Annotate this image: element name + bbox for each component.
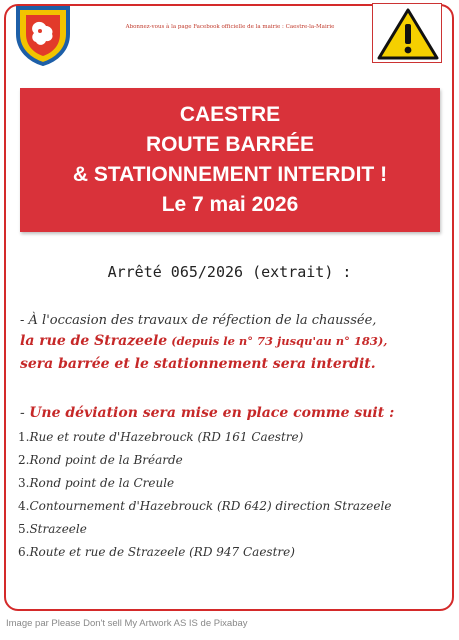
title-banner (20, 88, 440, 232)
street-detail: (depuis le n° 73 jusqu'au n° 183), (167, 334, 388, 348)
list-item: 2.Rond point de la Bréarde (18, 453, 183, 467)
banner-town: CAESTRE (179, 103, 281, 126)
warning-sign (372, 3, 442, 63)
list-item: 3.Rond point de la Creule (18, 476, 175, 490)
deviation-dash: - (20, 405, 30, 421)
list-item: 5.Strazeele (18, 522, 87, 536)
banner-date: Le 7 mai 2026 (161, 193, 299, 216)
facebook-notice[interactable]: Abonnez-vous à la page Facebook officielle de la mairie : Caestre-la-Mairie (125, 24, 335, 30)
deviation-steps (18, 428, 391, 566)
town-crest-icon (14, 4, 72, 66)
list-item: 6.Route et rue de Strazeele (RD 947 Caestre) (18, 545, 295, 559)
banner-road-closed: ROUTE BARRÉE (145, 133, 314, 156)
deviation-heading (20, 405, 450, 421)
deviation-text: Une déviation sera mise en place comme suit : (29, 405, 395, 421)
intro-text: - À l'occasion des travaux de réfection de la chaussée, (20, 313, 377, 328)
street-name: la rue de Strazeele (20, 333, 168, 349)
warning-triangle-icon (373, 4, 443, 64)
decree-reference: Arrêté 065/2026 (extrait) : (107, 263, 352, 281)
image-credit: Image par Please Don't sell My Artwork AS IS de Pixabay (6, 618, 248, 629)
list-item: 1.Rue et route d'Hazebrouck (RD 161 Caestre) (18, 430, 304, 444)
street-line (20, 333, 450, 349)
banner-no-parking: & STATIONNEMENT INTERDIT ! (72, 163, 388, 186)
closure-text: sera barrée et le stationnement sera interdit. (20, 356, 376, 372)
list-item: 4.Contournement d'Hazebrouck (RD 642) direction Strazeele (18, 499, 392, 513)
